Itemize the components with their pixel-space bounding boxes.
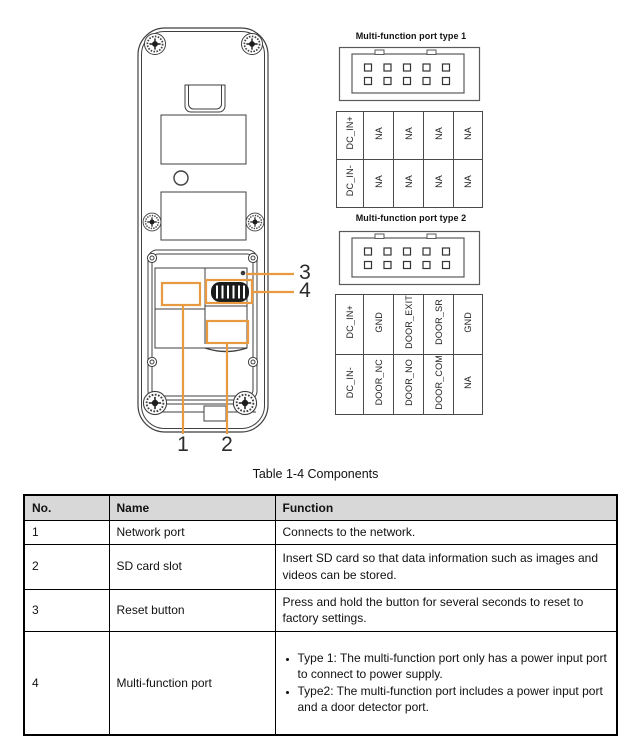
port-type2-pin-table <box>335 294 483 415</box>
port-type2-title: Multi-function port type 2 <box>355 213 467 223</box>
pin-cell: GND <box>364 295 394 355</box>
pin-cell: NA <box>394 160 424 208</box>
table-caption: Table 1-4 Components <box>252 467 379 481</box>
row-function: Connects to the network. <box>275 520 617 544</box>
row-function: Insert SD card so that data information such as images and videos can be stored. <box>275 544 617 589</box>
callout-number-3: 3 <box>299 261 311 284</box>
callout-number-4: 4 <box>299 279 311 302</box>
pin-cell: DOOR_NO <box>394 354 424 415</box>
port-type1-title: Multi-function port type 1 <box>355 31 467 41</box>
table-row <box>24 520 617 544</box>
callout-number-2: 2 <box>221 433 233 456</box>
reset-button-dot <box>241 271 246 276</box>
pin-cell: NA <box>424 112 454 160</box>
pin-cell: GND <box>454 295 483 355</box>
pin-cell: DOOR_NC <box>364 354 394 415</box>
table-row <box>24 544 617 589</box>
connector-type2-diagram <box>338 229 482 287</box>
pin-cell: DC_IN+ <box>337 112 364 160</box>
pin-cell: NA <box>364 112 394 160</box>
pin-cell: DC_IN- <box>336 354 364 415</box>
pin-cell: DC_IN+ <box>336 295 364 355</box>
row-name: Reset button <box>109 589 275 631</box>
pin-cell: DOOR_COM <box>424 354 454 415</box>
col-header-no: No. <box>24 495 109 520</box>
table-row <box>24 631 617 735</box>
pin-cell: DOOR_SR <box>424 295 454 355</box>
device-rear-diagram <box>128 22 318 467</box>
row-name: Multi-function port <box>109 631 275 735</box>
table-row <box>24 589 617 631</box>
pin-cell: DC_IN- <box>337 160 364 208</box>
pin-cell: NA <box>454 354 483 415</box>
port-type1-pin-table <box>336 111 483 208</box>
pin-cell: NA <box>424 160 454 208</box>
function-bullet-list <box>283 650 610 716</box>
components-table <box>23 494 618 736</box>
multi-function-connector <box>211 282 249 302</box>
pin-cell: NA <box>364 160 394 208</box>
row-no: 2 <box>24 544 109 589</box>
col-header-name: Name <box>109 495 275 520</box>
row-name: SD card slot <box>109 544 275 589</box>
pin-cell: DOOR_EXIT <box>394 295 424 355</box>
connector-type1-diagram <box>338 45 482 103</box>
col-header-function: Function <box>275 495 617 520</box>
row-name: Network port <box>109 520 275 544</box>
pin-cell: NA <box>394 112 424 160</box>
bullet-item: • Type 1: The multi-function port only has a power input port to connect to power supply. <box>298 650 610 682</box>
row-no: 3 <box>24 589 109 631</box>
row-function <box>275 631 617 735</box>
pin-cell: NA <box>454 160 483 208</box>
row-function: Press and hold the button for several seconds to reset to factory settings. <box>275 589 617 631</box>
pin-cell: NA <box>454 112 483 160</box>
row-no: 1 <box>24 520 109 544</box>
row-no: 4 <box>24 631 109 735</box>
callout-number-1: 1 <box>177 433 189 456</box>
bullet-item: • Type2: The multi-function port includes a power input port and a door detector port. <box>298 683 610 715</box>
